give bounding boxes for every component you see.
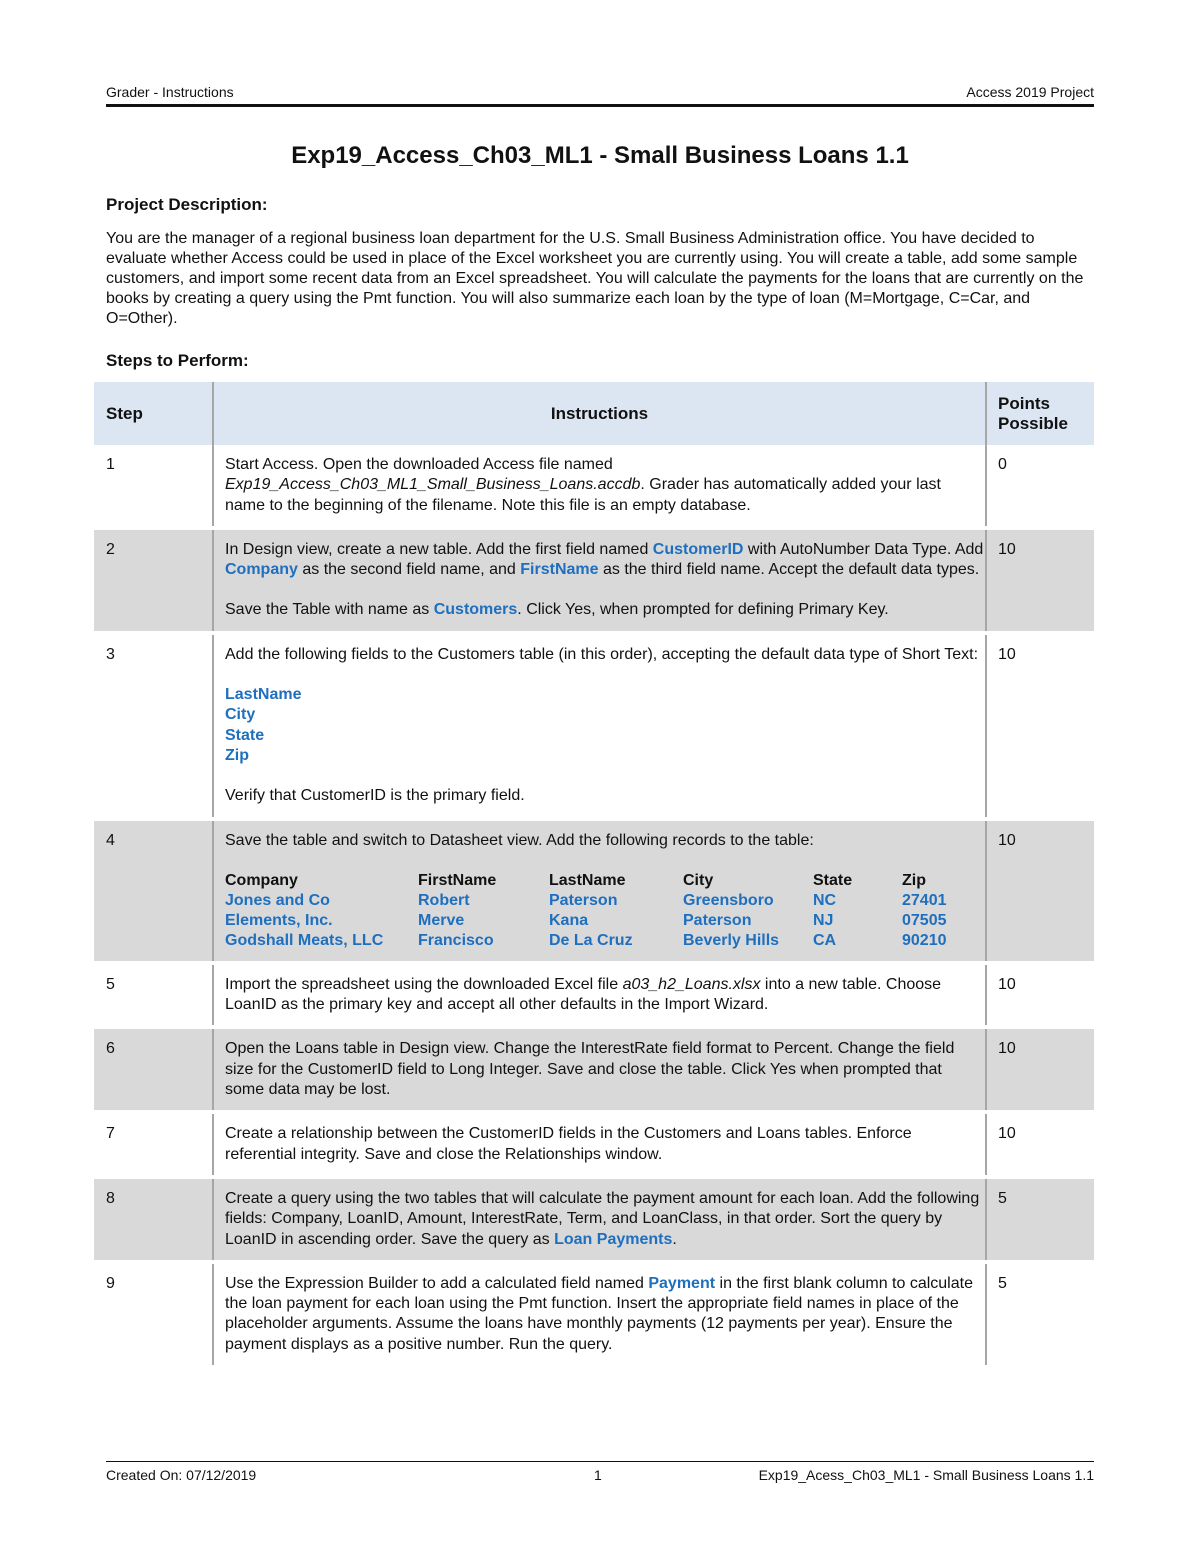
page-title: Exp19_Access_Ch03_ML1 - Small Business Loans 1.1 [291,142,909,169]
project-description: You are the manager of a regional business loan department for the U.S. Small Business Administration office. You have decided to evaluate whether Access could be used in place of the Excel worksheet you are currently using. You will create a table, add some sample customers, and import some recent data from an Excel spreadsheet. You will calculate the payments for the loans that are currently on the books by creating a query using the Pmt function. You will also summarize each loan by the type of loan (M=Mortgage, C=Car, and O=Other). [106,230,1084,327]
table-row: 7 Create a relationship between the CustomerID fields in the Customers and Loans tables. Enforce referential integrity. Save and close the Relationships window. 10 [94,1112,1094,1177]
footer-created: Created On: 07/12/2019 [106,1467,257,1483]
table-header-row [94,382,1094,445]
steps-heading: Steps to Perform: [106,351,249,370]
header-instructions: Instructions [213,382,986,445]
table-row: 9 Use the Expression Builder to add a calculated field named Payment in the first blank column to calculate the loan payment for each loan using the Pmt function. Insert the appropriate field names in place of the placeholder arguments. Assume the loans have monthly payments (12 payments per year). Ensure the payment displays as a positive number. Run the query. 5 [94,1262,1094,1365]
table-row: 3 Add the following fields to the Customers table (in this order), accepting the default data type of Short Text: LastName City State Zip Verify that CustomerID is the primary field. 10 [94,633,1094,819]
footer-page-number: 1 [594,1467,602,1483]
table-row: 8 Create a query using the two tables that will calculate the payment amount for each loan. Add the following fields: Company, LoanID, Amount, InterestRate, Term, and LoanClass, in that order. Sort the query by LoanID in ascending order. Save the query as Loan Payments. 5 [94,1177,1094,1262]
table-row: 2 In Design view, create a new table. Add the first field named CustomerID with AutoNumber Data Type. Add Company as the second field name, and FirstName as the third field name. Accept the default data types. Save the Table with name as Customers. Click Yes, when prompted for defining Primary Key. 10 [94,528,1094,633]
header-step: Step [94,382,213,445]
header-left: Grader - Instructions [106,84,234,100]
footer-doc-title: Exp19_Acess_Ch03_ML1 - Small Business Loans 1.1 [758,1467,1094,1483]
page-header [106,82,1094,107]
table-row: 6 Open the Loans table in Design view. Change the InterestRate field format to Percent. Change the field size for the CustomerID field to Long Integer. Save and close the table. Click Yes when prompted that some data may be lost. 10 [94,1027,1094,1112]
table-row: 4 Save the table and switch to Datasheet view. Add the following records to the table: Company FirstName LastName City State Zip Jones and Co Robert Paterson Greensboro NC 27401 Elements, Inc. Merve Kana Paterson NJ 07505 Godshall Meats, LLC Francisco De La Cruz Beverly Hills CA 90210 10 [94,819,1094,963]
steps-table [94,382,1094,1365]
header-right: Access 2019 Project [966,84,1094,100]
records-grid: Company FirstName LastName City State Zip Jones and Co Robert Paterson Greensboro NC 27401 Elements, Inc. Merve Kana Paterson NJ 07505 Godshall Meats, LLC Francisco De La Cruz Beverly Hills CA 90210 [225,871,947,949]
project-description-heading: Project Description: [106,195,268,214]
page-footer [106,1461,1094,1482]
table-row: 1 Start Access. Open the downloaded Access file named Exp19_Access_Ch03_ML1_Small_Business_Loans.accdb. Grader has automatically added your last name to the beginning of the filename. Note this file is an empty database. 0 [94,445,1094,528]
table-row: 5 Import the spreadsheet using the downloaded Excel file a03_h2_Loans.xlsx into a new table. Choose LoanID as the primary key and accept all other defaults in the Import Wizard. 10 [94,963,1094,1028]
header-points: Points Possible [986,382,1094,445]
